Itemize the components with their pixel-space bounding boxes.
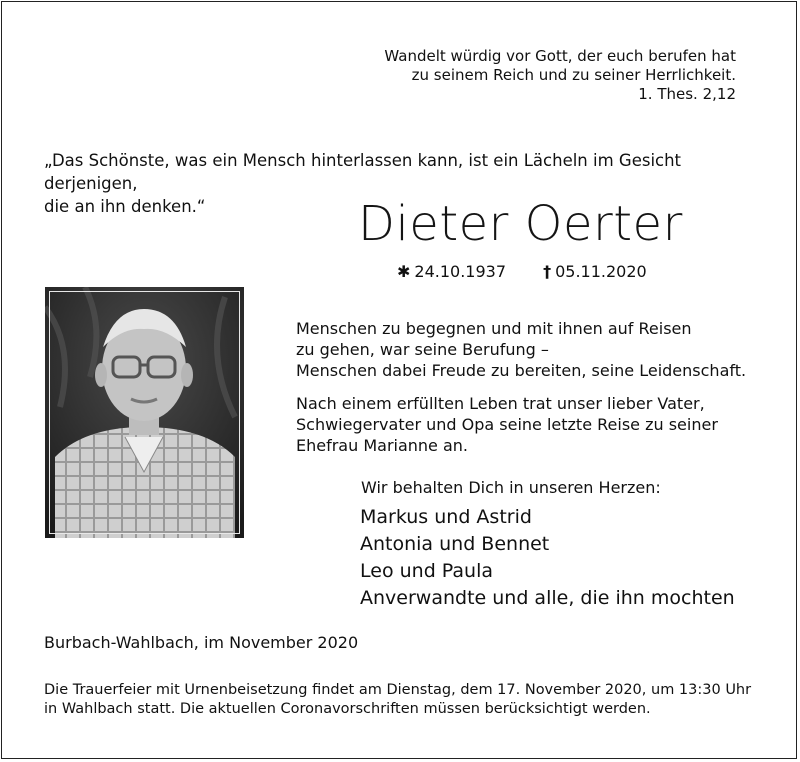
mourners-list — [360, 504, 735, 612]
text-line: Menschen zu begegnen und mit ihnen auf Reisen — [296, 319, 692, 338]
mourner-entry: Anverwandte und alle, die ihn mochten — [360, 587, 735, 609]
service-line: in Wahlbach statt. Die aktuellen Coronavorschriften müssen berücksichtigt werden. — [44, 701, 651, 717]
birth-star-icon: ✱ — [397, 262, 411, 281]
mourner-entry: Markus und Astrid — [360, 506, 532, 528]
verse-reference: 1. Thes. 2,12 — [638, 85, 736, 103]
text-line: Nach einem erfüllten Leben trat unser lieber Vater, — [296, 394, 705, 413]
photo-border — [49, 291, 240, 534]
life-dates — [397, 262, 647, 281]
birth-date: 24.10.1937 — [414, 262, 507, 281]
text-line: zu gehen, war seine Berufung – — [296, 340, 549, 359]
deceased-name: Dieter Oerter — [358, 196, 683, 252]
verse-line: zu seinem Reich und zu seiner Herrlichkeit. — [411, 66, 736, 84]
farewell-line: Wir behalten Dich in unseren Herzen: — [361, 478, 661, 497]
death-date: 05.11.2020 — [555, 262, 647, 281]
text-line: Menschen dabei Freude zu bereiten, seine Leidenschaft. — [296, 361, 747, 380]
portrait-photo — [45, 287, 244, 538]
quote-line: die an ihn denken.“ — [44, 197, 206, 216]
mourner-entry: Leo und Paula — [360, 560, 493, 582]
bible-verse — [384, 47, 736, 104]
mourner-entry: Antonia und Bennet — [360, 533, 550, 555]
paragraph-calling — [296, 318, 746, 381]
paragraph-farewell — [296, 393, 718, 456]
death-cross-icon: † — [543, 262, 552, 281]
service-notice — [44, 681, 751, 719]
verse-line: Wandelt würdig vor Gott, der euch berufen hat — [384, 47, 736, 65]
text-line: Schwiegervater und Opa seine letzte Reise zu seiner — [296, 415, 718, 434]
service-line: Die Trauerfeier mit Urnenbeisetzung findet am Dienstag, dem 17. November 2020, um 13:30 Uhr — [44, 682, 752, 698]
place-and-date: Burbach-Wahlbach, im November 2020 — [44, 633, 359, 652]
quote-line: „Das Schönste, was ein Mensch hinterlassen kann, ist ein Lächeln im Gesicht derjenigen, — [44, 151, 682, 193]
text-line: Ehefrau Marianne an. — [296, 436, 469, 455]
